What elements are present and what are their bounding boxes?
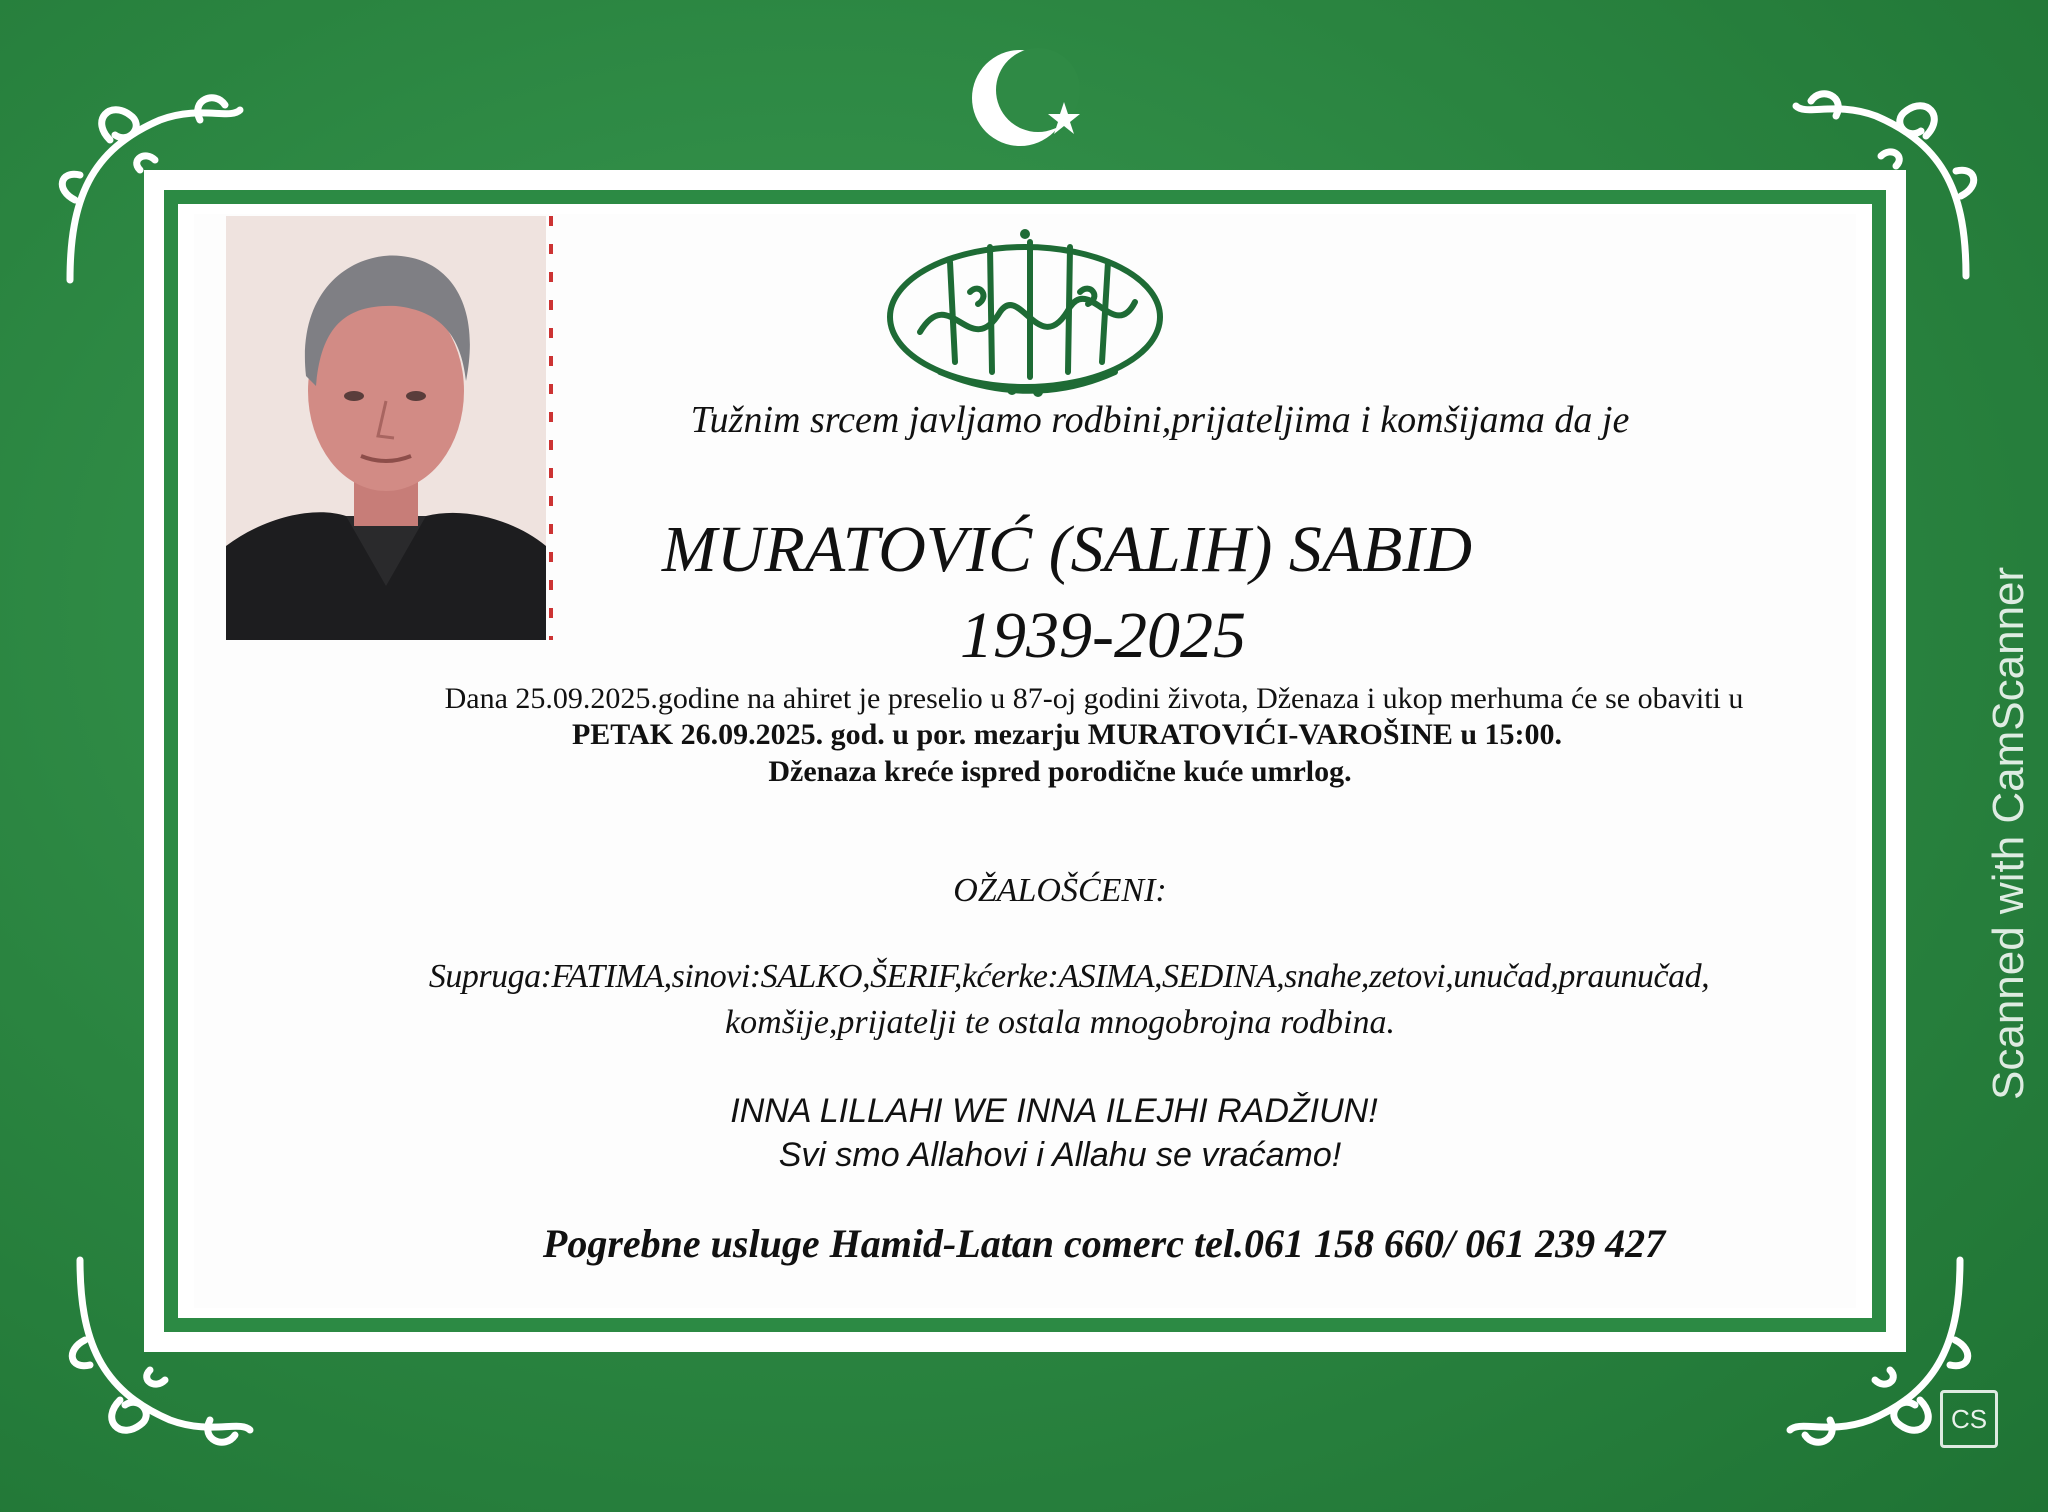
camscanner-logo-icon: CS <box>1940 1390 1998 1448</box>
details-line-3: Dženaza kreće ispred porodične kuće umrlog. <box>768 755 1352 788</box>
details-line-2: PETAK 26.09.2025. god. u por. mezarju MURATOVIĆI-VAROŠINE u 15:00. <box>571 718 1563 751</box>
scanner-watermark: Scanned with CamScanner <box>1984 566 2033 1100</box>
mourners-line-2: komšije,prijatelji te ostala mnogobrojna rodbina. <box>725 1004 1395 1041</box>
arabic-calligraphy-icon <box>880 222 1170 408</box>
deceased-name: MURATOVIĆ (SALIH) SABID <box>661 513 1473 586</box>
life-years: 1939-2025 <box>960 599 1246 672</box>
photo-edge-marks <box>549 216 553 640</box>
details-line-1: Dana 25.09.2025.godine na ahiret je preselio u 87-oj godini života, Dženaza i ukop merhuma će se obaviti u <box>444 682 1744 715</box>
quote-line-1: INNA LILLAHI WE INNA ILEJHI RADŽIUN! <box>730 1092 1378 1130</box>
funeral-service-footer: Pogrebne usluge Hamid-Latan comerc tel.061 158 660/ 061 239 427 <box>542 1221 1666 1266</box>
mourners-heading: OŽALOŠĆENI: <box>953 872 1167 909</box>
quote-line-2: Svi smo Allahovi i Allahu se vraćamo! <box>778 1136 1342 1174</box>
portrait-photo <box>226 216 546 640</box>
mourners-line-1: Supruga:FATIMA,sinovi:SALKO,ŠERIF,kćerke:ASIMA,SEDINA,snahe,zetovi,unučad,praunučad, <box>428 958 1710 995</box>
intro-text: Tužnim srcem javljamo rodbini,prijateljima i komšijama da je <box>690 399 1630 441</box>
crescent-star-icon <box>968 38 1088 158</box>
